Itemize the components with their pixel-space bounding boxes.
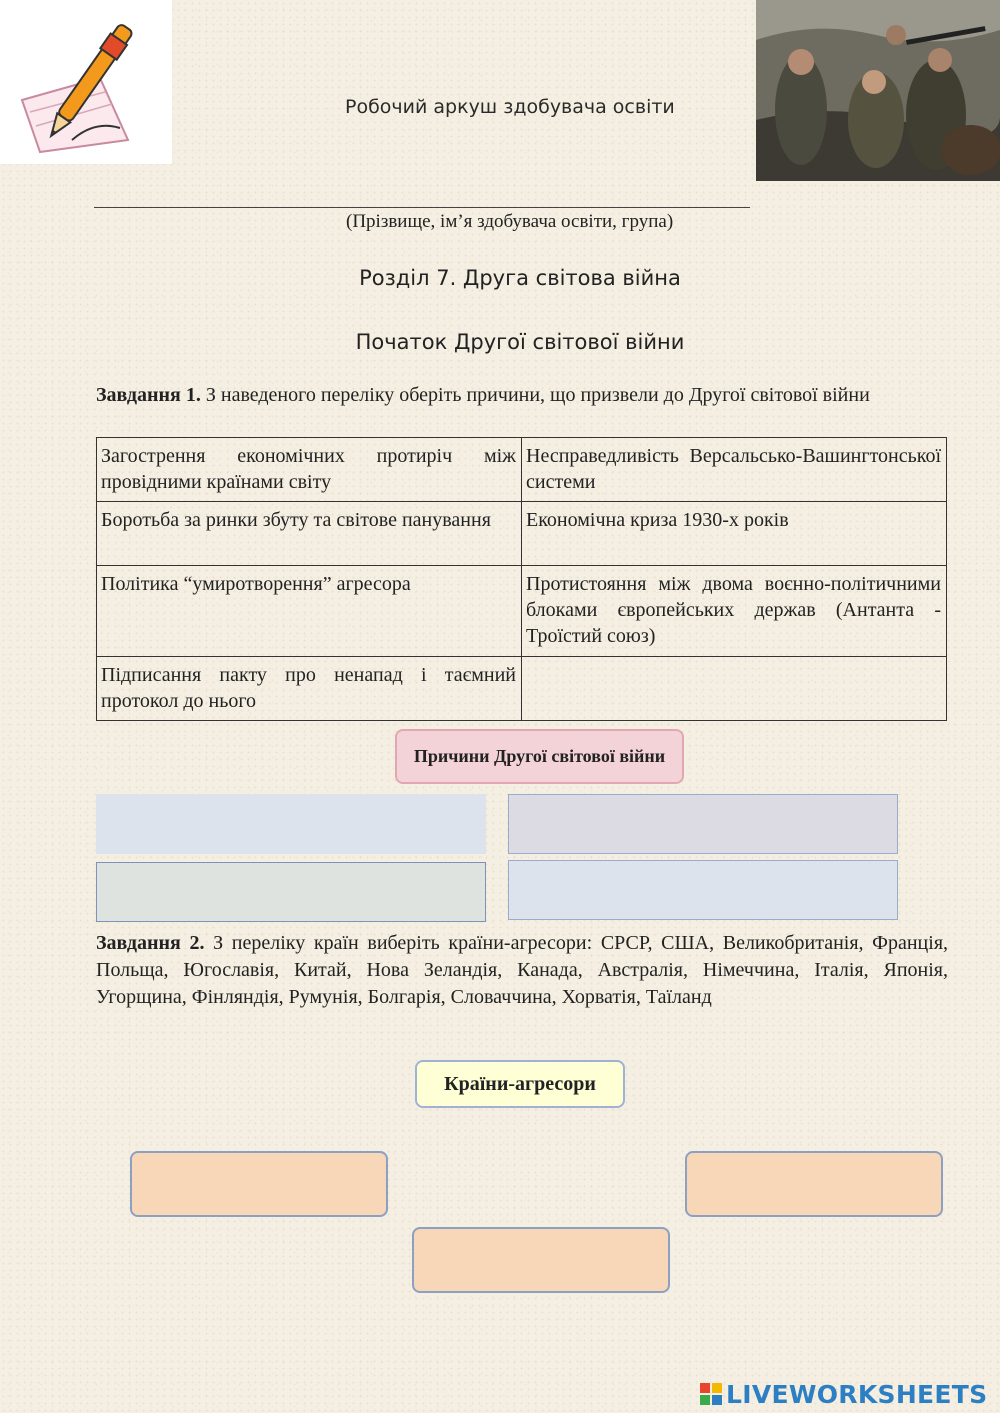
causes-heading-box: Причини Другої світової війни (395, 729, 684, 784)
student-name-caption: (Прізвище, ім’я здобувача освіти, група) (346, 211, 674, 232)
section-title: Розділ 7. Друга світова війна (359, 266, 681, 290)
aggressor-answer-box-3[interactable] (412, 1227, 670, 1293)
topic-title: Початок Другої світової війни (355, 330, 685, 354)
cause-drop-zone-3[interactable] (96, 862, 486, 922)
causes-table (96, 437, 947, 721)
task2-instruction (96, 930, 948, 1011)
task2-text: З переліку країн виберіть країни-агресори: СРСР, США, Великобританія, Франція, Польща, Югославія, Китай, Нова Зеландія, Канада, Австралія, Німеччина, Італія, Японія, Угорщина, Фінляндія, Румунія, Болгарія, Словаччина, Хорватія, Таїланд (96, 932, 949, 1008)
student-name-line (94, 207, 750, 208)
cause-option[interactable]: Підписання пакту про ненапад і таємний протокол до нього (97, 657, 522, 721)
cause-option[interactable]: Боротьба за ринки збуту та світове панування (97, 502, 522, 566)
cause-drop-zone-2[interactable] (508, 794, 898, 854)
task2-label: Завдання 2. (96, 932, 205, 954)
pen-and-paper-illustration (0, 0, 172, 164)
cause-option[interactable]: Протистояння між двома воєнно-політичними блоками європейських держав (Антанта - Троїстий союз) (522, 566, 947, 657)
liveworksheets-wordmark: LIVEWORKSHEETS (726, 1379, 988, 1409)
cause-option[interactable]: Економічна криза 1930-х років (522, 502, 947, 566)
cause-option[interactable]: Політика “умиротворення” агресора (97, 566, 522, 657)
aggressor-answer-box-1[interactable] (130, 1151, 388, 1217)
aggressors-heading-box: Країни-агресори (415, 1060, 625, 1108)
liveworksheets-icon (700, 1383, 722, 1405)
cause-option[interactable]: Несправедливість Версальсько-Вашингтонської системи (522, 438, 947, 502)
cause-drop-zone-4[interactable] (508, 860, 898, 920)
cause-drop-zone-1[interactable] (96, 794, 486, 854)
aggressor-answer-box-2[interactable] (685, 1151, 943, 1217)
war-photo (756, 0, 1000, 181)
liveworksheets-logo (700, 1380, 987, 1408)
cause-option-empty (522, 657, 947, 721)
task1-instruction (96, 382, 948, 408)
task1-label: Завдання 1. (96, 384, 201, 406)
worksheet-title: Робочий аркуш здобувача освіти (345, 96, 675, 118)
task1-text: З наведеного переліку оберіть причини, що призвели до Другої світової війни (200, 384, 870, 406)
cause-option[interactable]: Загострення економічних протиріч між провідними країнами світу (97, 438, 522, 502)
